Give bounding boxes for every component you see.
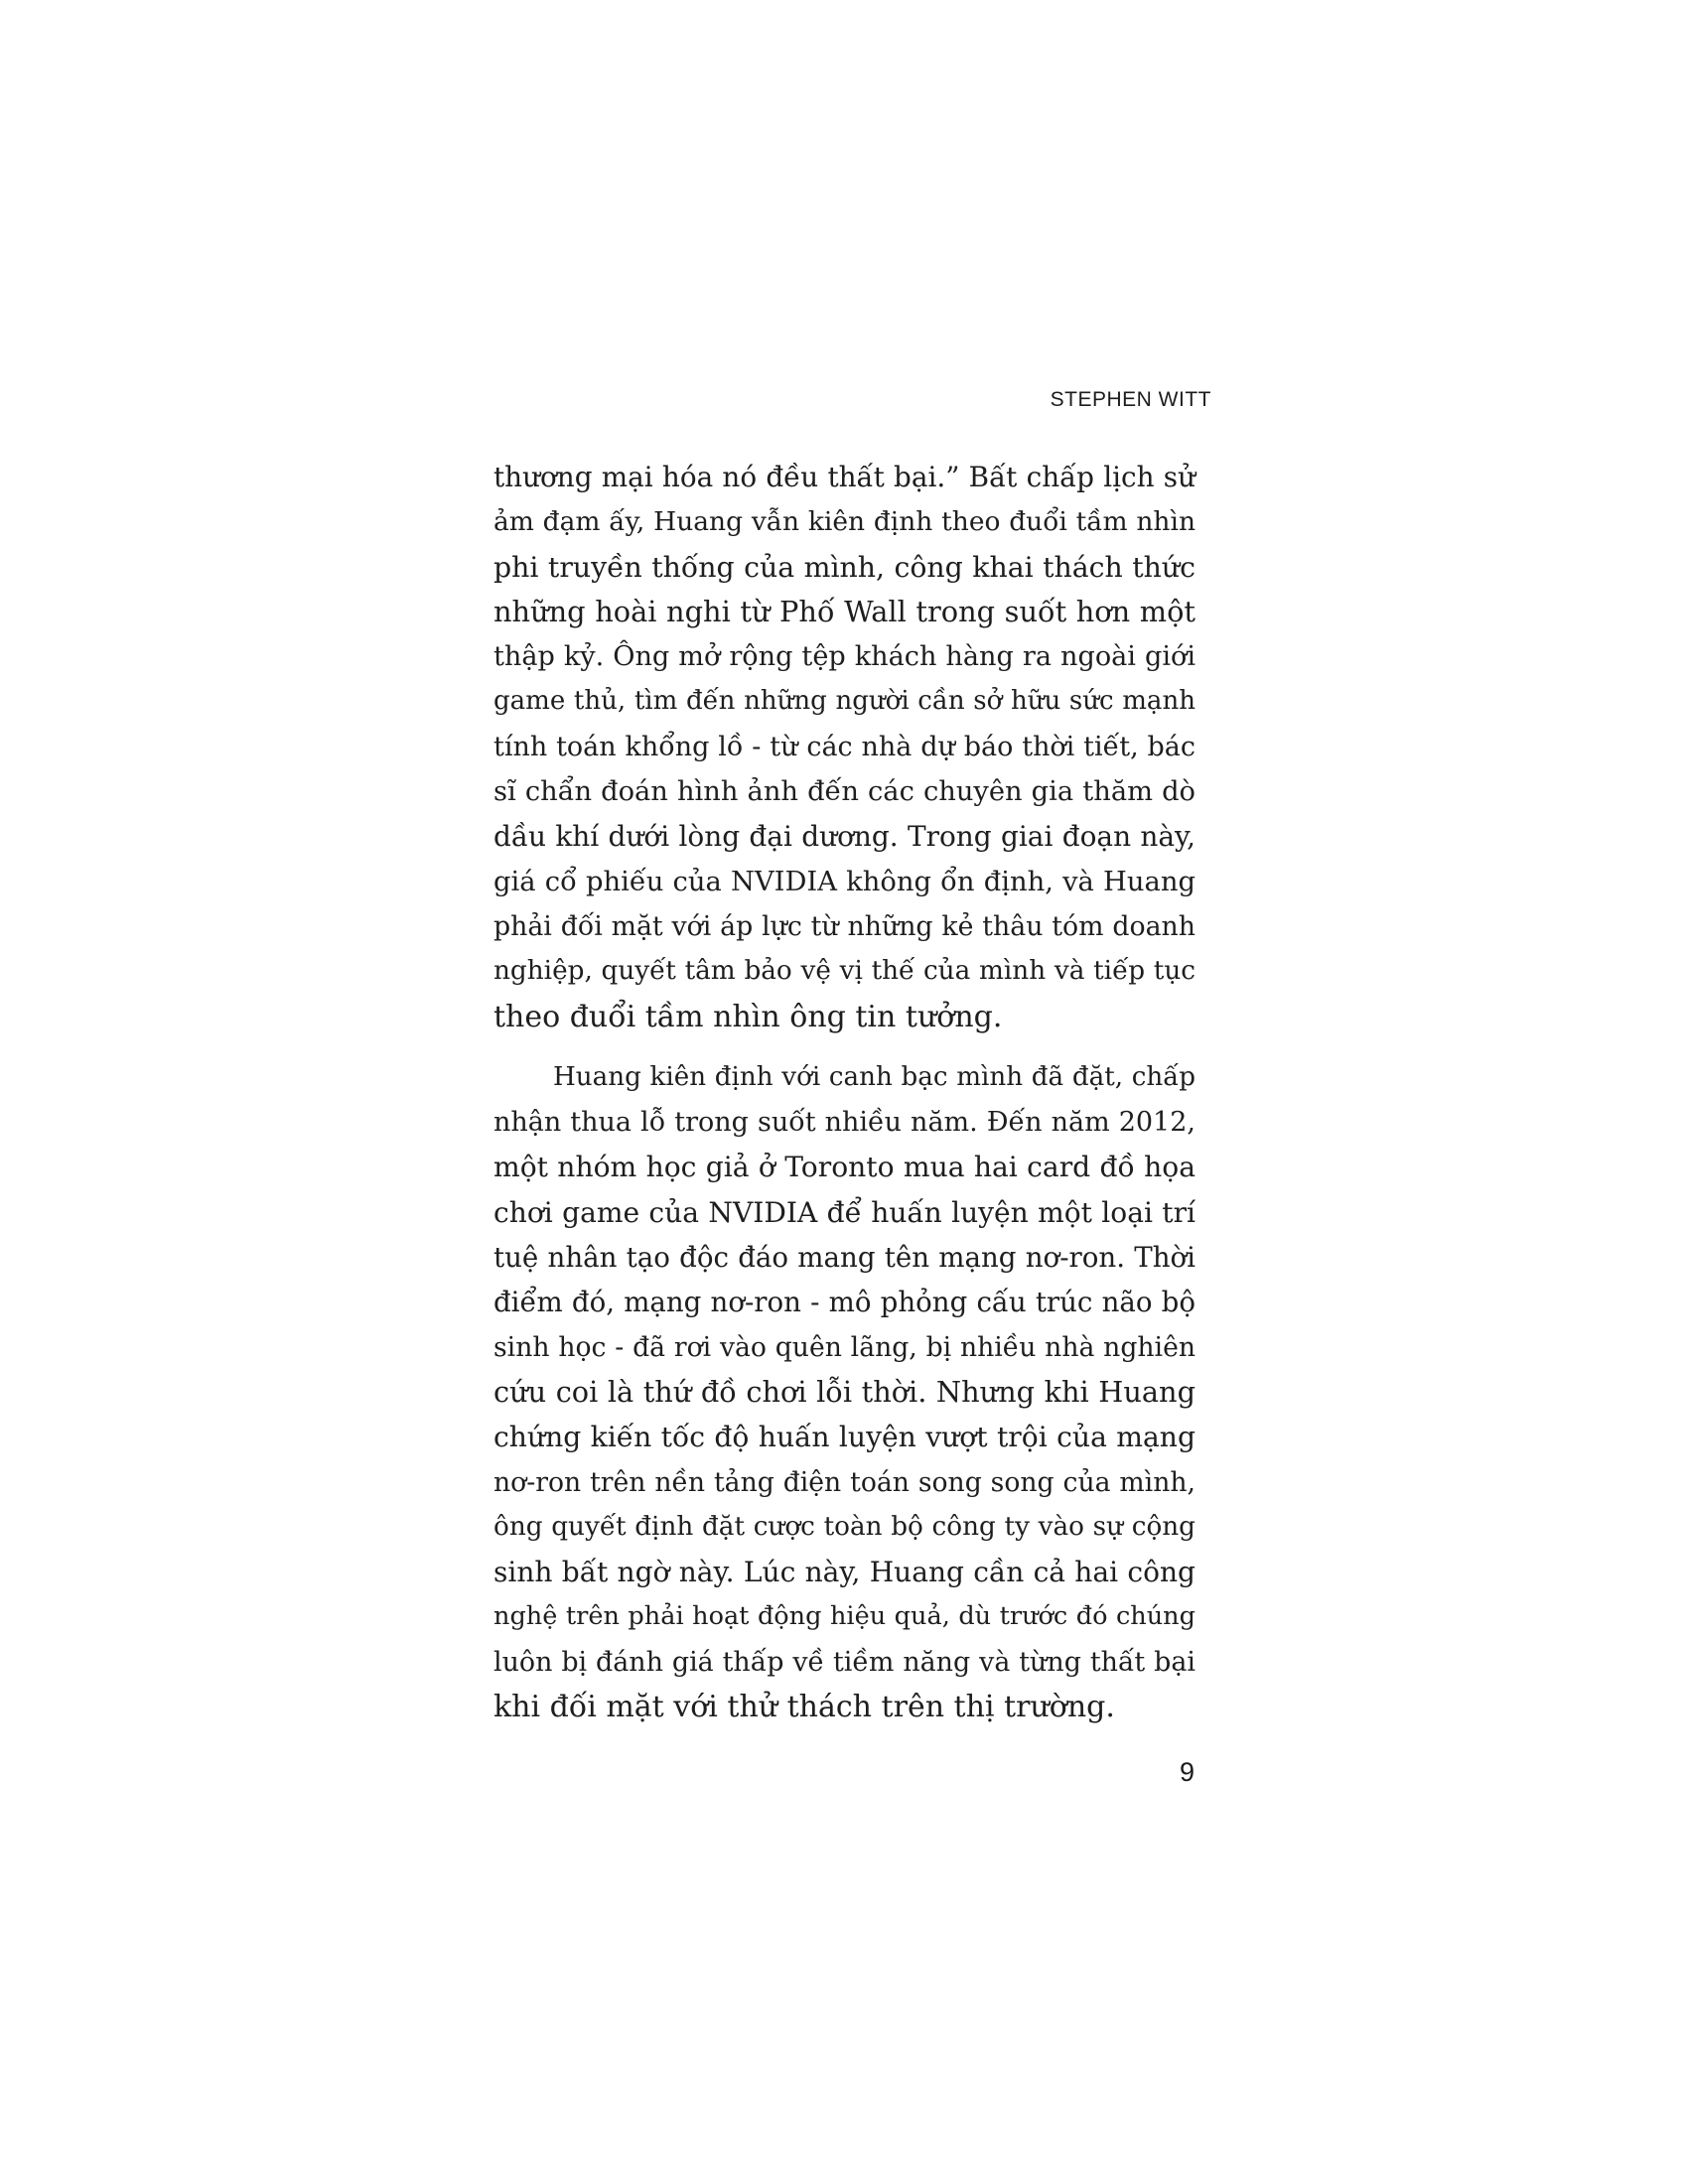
text-line: tuệ nhân tạo độc đáo mang tên mạng nơ-ron. Thời [493, 1241, 1196, 1275]
page-number: 9 [1179, 1757, 1195, 1787]
text-line: luôn bị đánh giá thấp về tiềm năng và từng thất bại [493, 1646, 1196, 1678]
text-line: khi đối mặt với thử thách trên thị trường. [493, 1690, 1115, 1725]
text-line: nghiệp, quyết tâm bảo vệ vị thế của mình và tiếp tục [493, 956, 1196, 987]
paragraph-1 [493, 455, 1196, 1039]
text-line: nơ-ron trên nền tảng điện toán song song của mình, [493, 1466, 1196, 1498]
running-head-author: STEPHEN WITT [1050, 388, 1211, 411]
text-line: ông quyết định đặt cược toàn bộ công ty vào sự cộng [493, 1511, 1196, 1542]
text-line: thương mại hóa nó đều thất bại.” Bất chấp lịch sử [493, 461, 1196, 493]
text-line: thập kỷ. Ông mở rộng tệp khách hàng ra ngoài giới [493, 641, 1196, 673]
text-line: phi truyền thống của mình, công khai thách thức [493, 550, 1196, 584]
text-line: tính toán khổng lồ - từ các nhà dự báo thời tiết, bác [493, 731, 1196, 762]
paragraph-spacer [493, 1039, 1196, 1055]
text-line: chơi game của NVIDIA để huấn luyện một loại trí [493, 1195, 1196, 1229]
text-line: nhận thua lỗ trong suốt nhiều năm. Đến năm 2012, [493, 1107, 1196, 1139]
text-line: game thủ, tìm đến những người cần sở hữu sức mạnh [493, 686, 1196, 717]
text-line: sĩ chẩn đoán hình ảnh đến các chuyên gia thăm dò [493, 776, 1196, 808]
text-line: những hoài nghi từ Phố Wall trong suốt hơn một [493, 594, 1196, 628]
text-line: giá cổ phiếu của NVIDIA không ổn định, và Huang [493, 866, 1196, 897]
text-line: phải đối mặt với áp lực từ những kẻ thâu tóm doanh [493, 910, 1196, 942]
text-line: một nhóm học giả ở Toronto mua hai card đồ họa [493, 1151, 1196, 1184]
text-line: dầu khí dưới lòng đại dương. Trong giai đoạn này, [493, 820, 1196, 854]
text-line: nghệ trên phải hoạt động hiệu quả, dù trước đó chúng [493, 1601, 1196, 1632]
text-line: ảm đạm ấy, Huang vẫn kiên định theo đuổi tầm nhìn [493, 506, 1196, 538]
body-text [493, 455, 1196, 1729]
text-line: theo đuổi tầm nhìn ông tin tưởng. [493, 999, 1003, 1034]
text-line: sinh học - đã rơi vào quên lãng, bị nhiều nhà nghiên [493, 1331, 1196, 1363]
text-line: cứu coi là thứ đồ chơi lỗi thời. Nhưng khi Huang [493, 1374, 1196, 1409]
paragraph-2 [493, 1055, 1196, 1729]
text-line: chứng kiến tốc độ huấn luyện vượt trội của mạng [493, 1421, 1196, 1454]
text-line: điểm đó, mạng nơ-ron - mô phỏng cấu trúc não bộ [493, 1286, 1196, 1319]
text-line: Huang kiên định với canh bạc mình đã đặt, chấp [553, 1061, 1196, 1092]
text-line: sinh bất ngờ này. Lúc này, Huang cần cả hai công [493, 1556, 1196, 1589]
